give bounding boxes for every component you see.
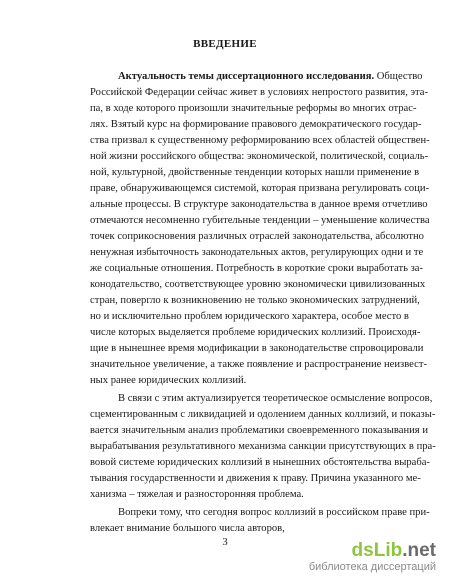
- paragraph-line: вырабатывания результативного механизма санкции присутствующих в пра-: [90, 441, 436, 452]
- paragraph-line: ной жизни российского общества: экономической, политической, социаль-: [90, 151, 429, 162]
- paragraph-line: значительное увеличение, а также появление и распространение неизвест-: [90, 359, 428, 370]
- paragraph-line: числе которых выделяется проблеме юридических коллизий. Происходя-: [90, 327, 421, 338]
- page-title: ВВЕДЕНИЕ: [193, 38, 257, 50]
- paragraph-line: сцементированным с ликвидацией и одолением данных коллизий, и показы-: [90, 409, 436, 420]
- paragraph-line: [118, 70, 423, 84]
- paragraph-line: вается значительным анализ проблематики своевременного показывания и: [90, 425, 429, 436]
- paragraph-line-text: Общество: [374, 71, 423, 82]
- paragraph-line: отмечаются несомненно губительные тенденции – уменьшение количества: [90, 215, 430, 226]
- paragraph-line: ханизма – тяжелая и разносторонняя проблема.: [90, 489, 304, 500]
- paragraph-line: конодательство, соответствующее уровню экономически цивилизованных: [90, 279, 426, 290]
- section-heading: Актуальность темы диссертационного исследования.: [118, 71, 375, 82]
- watermark-brand: [309, 541, 436, 561]
- paragraph-line: ства призвал к существенному реформированию всех областей обществен-: [90, 135, 430, 146]
- paragraph-line: же социальные отношения. Потребность в короткие сроки выработать за-: [90, 263, 423, 274]
- paragraph-line: стран, повергло к возникновению не только экономических затруднений,: [90, 295, 420, 306]
- page-number: 3: [222, 537, 228, 548]
- paragraph-line: праве, обнаруживающемся системой, которая призвана регулировать соци-: [90, 183, 430, 194]
- paragraph-line: точек соприкосновения различных отраслей законодательства, абсолютно: [90, 231, 424, 242]
- paragraph-line: вовой системе юридических коллизий в нынешних обстоятельства выраба-: [90, 457, 430, 468]
- paragraph-line: щие в нынешнее время модификации в законодательстве спровоцировали: [90, 343, 424, 354]
- watermark-brand-main: dsLib: [351, 540, 403, 561]
- watermark-logo[interactable]: [309, 541, 436, 574]
- paragraph-line: ной, культурной, двойственные тенденции которых нашли применение в: [90, 167, 420, 178]
- watermark-subtitle: библиотека диссертаций: [308, 561, 436, 573]
- paragraph-line: альные процессы. В структуре законодательства в данное время отчетливо: [90, 199, 428, 210]
- paragraph-line: тывания государственности и движения к праву. Причина указанного ме-: [90, 473, 421, 484]
- paragraph-line: Вопреки тому, что сегодня вопрос коллизий в российском праве при-: [118, 507, 430, 518]
- paragraph-line: ных ранее юридических коллизий.: [90, 375, 247, 386]
- watermark-brand-domain: .net: [402, 540, 436, 561]
- paragraph-line: но и исключительно проблем юридического характера, особое место в: [90, 311, 409, 322]
- paragraph-line: ненужная избыточность законодательных актов, регулирующих одни и те: [90, 247, 424, 258]
- paragraph-line: Российской Федерации сейчас живет в условиях непростого развития, эта-: [90, 87, 429, 98]
- paragraph-line: влекает внимание большого числа авторов,: [90, 523, 285, 534]
- paragraph-line: лях. Взятый курс на формирование правового демократического государ-: [90, 119, 422, 130]
- paragraph-line: В связи с этим актуализируется теоретическое осмысление вопросов,: [118, 393, 433, 404]
- paragraph-line: па, в ходе которого произошли значительные реформы во многих отрас-: [90, 103, 417, 114]
